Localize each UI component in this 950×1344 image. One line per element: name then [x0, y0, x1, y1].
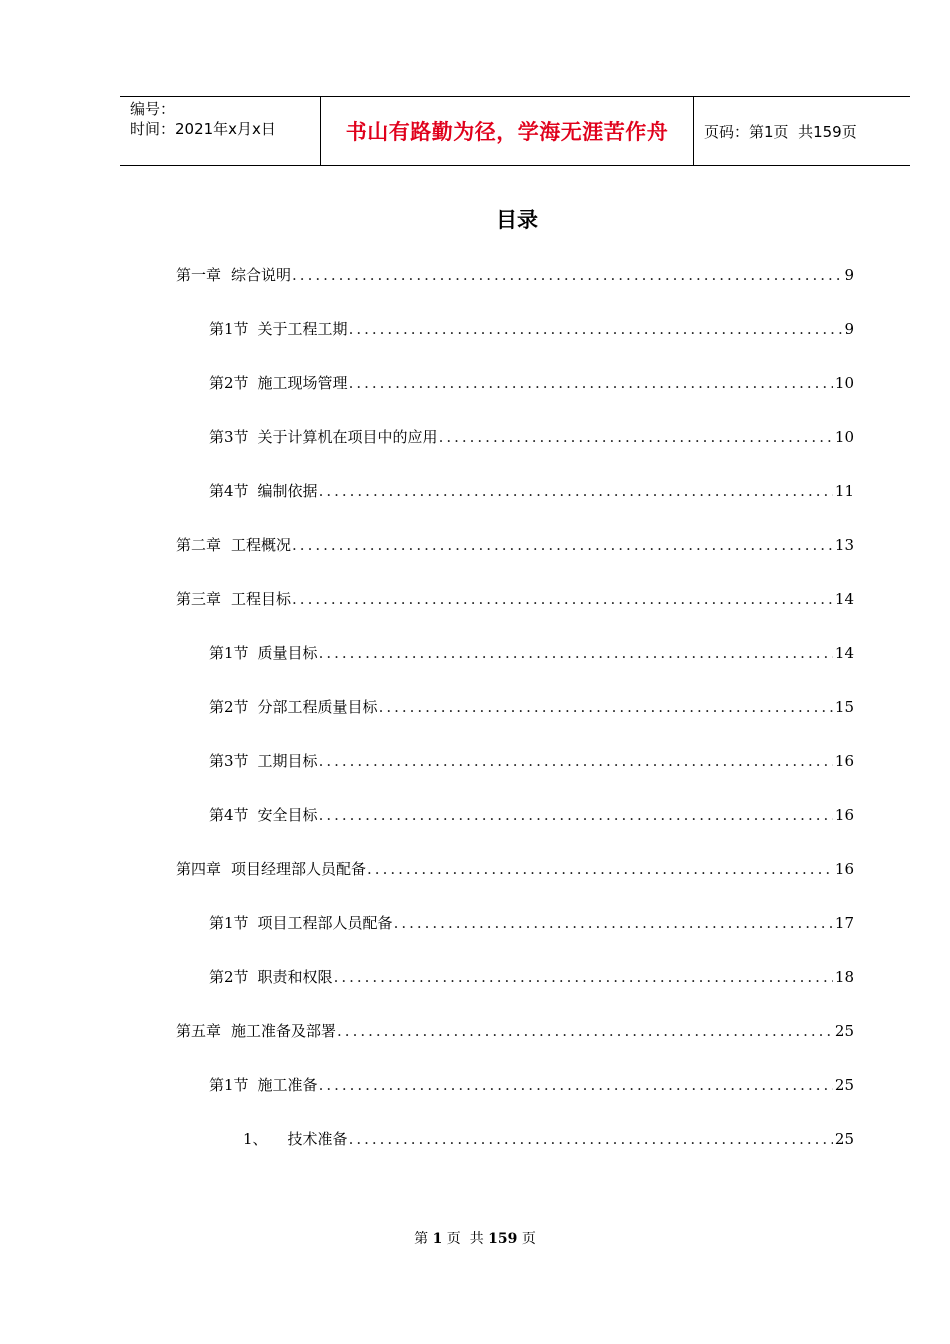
document-number-label: 编号： [130, 100, 176, 118]
toc-entry[interactable] [176, 262, 854, 288]
toc-entry-label: 工程目标 [231, 590, 292, 608]
toc-dot-leader [337, 1018, 833, 1044]
toc-entry-number: 第3节 [209, 428, 249, 446]
toc-entry-label: 综合说明 [231, 266, 292, 284]
toc-entry-label: 施工准备及部署 [231, 1022, 337, 1040]
toc-entry-number: 第四章 [176, 860, 222, 878]
toc-entry-page: 9 [844, 320, 854, 338]
toc-entry-page: 9 [844, 266, 854, 284]
toc-entry-number: 第五章 [176, 1022, 222, 1040]
toc-entry[interactable] [209, 478, 854, 504]
toc-entry-number: 第2节 [209, 968, 249, 986]
footer-suffix: 页 [517, 1231, 536, 1247]
toc-entry[interactable] [209, 964, 854, 990]
toc-entry-number: 第2节 [209, 698, 249, 716]
toc-entry-label: 质量目标 [257, 644, 318, 662]
toc-entry-page: 17 [834, 914, 854, 932]
toc-dot-leader [349, 316, 843, 342]
toc-entry-number: 第三章 [176, 590, 222, 608]
toc-entry-label: 施工准备 [257, 1076, 318, 1094]
toc-entry-page: 16 [834, 752, 854, 770]
toc-entry[interactable] [209, 370, 854, 396]
toc-entry[interactable] [243, 1126, 854, 1152]
toc-dot-leader [319, 748, 833, 774]
toc-entry-label: 技术准备 [287, 1130, 348, 1148]
toc-entry-number: 第1节 [209, 320, 249, 338]
toc-entry-label: 关于计算机在项目中的应用 [257, 428, 438, 446]
toc-dot-leader [439, 424, 833, 450]
toc-entry[interactable] [209, 910, 854, 936]
toc-entry-number: 第3节 [209, 752, 249, 770]
toc-entry[interactable] [209, 748, 854, 774]
toc-entry[interactable] [176, 532, 854, 558]
toc-entry-number: 第1节 [209, 644, 249, 662]
toc-entry-page: 14 [834, 590, 854, 608]
toc-dot-leader [394, 910, 833, 936]
toc-title: 目录 [496, 208, 538, 232]
toc-entry-number: 第2节 [209, 374, 249, 392]
page-footer [0, 1228, 950, 1248]
toc-entry-page: 25 [834, 1022, 854, 1040]
toc-dot-leader [334, 964, 833, 990]
toc-dot-leader [349, 1126, 833, 1152]
toc-entry-label: 职责和权限 [257, 968, 333, 986]
toc-entry-label: 分部工程质量目标 [257, 698, 378, 716]
toc-dot-leader [319, 802, 833, 828]
toc-entry-number: 第一章 [176, 266, 222, 284]
toc-entry-page: 18 [834, 968, 854, 986]
toc-entry-page: 13 [834, 536, 854, 554]
toc-entry-page: 10 [834, 428, 854, 446]
footer-total-pages: 159 [488, 1231, 518, 1247]
toc-entry-label: 编制依据 [257, 482, 318, 500]
toc-entry-label: 工程概况 [231, 536, 292, 554]
toc-entry-number: 1、 [243, 1130, 268, 1148]
toc-entry-page: 15 [834, 698, 854, 716]
toc-entry-label: 关于工程工期 [257, 320, 348, 338]
toc-dot-leader [319, 640, 833, 666]
footer-middle: 页 共 [442, 1231, 489, 1247]
toc-entry-label: 项目工程部人员配备 [257, 914, 393, 932]
toc-dot-leader [319, 478, 833, 504]
footer-prefix: 第 [414, 1231, 433, 1247]
toc-dot-leader [319, 1072, 833, 1098]
header-motto-cell [321, 97, 694, 165]
toc-entry-label: 工期目标 [257, 752, 318, 770]
toc-entry-label: 安全目标 [257, 806, 318, 824]
toc-entry-page: 14 [834, 644, 854, 662]
toc-entry[interactable] [209, 640, 854, 666]
toc-entry-page: 16 [834, 860, 854, 878]
header-meta-cell [120, 97, 321, 165]
toc-entry-number: 第二章 [176, 536, 222, 554]
toc-entry-number: 第1节 [209, 914, 249, 932]
toc-dot-leader [292, 532, 833, 558]
toc-entry-page: 16 [834, 806, 854, 824]
header-motto: 书山有路勤为径，学海无涯苦作舟 [345, 120, 669, 144]
toc-entry-page: 10 [834, 374, 854, 392]
toc-entry[interactable] [209, 802, 854, 828]
toc-entry-page: 11 [834, 482, 854, 500]
toc-entry-label: 施工现场管理 [257, 374, 348, 392]
toc-entry[interactable] [209, 316, 854, 342]
toc-dot-leader [292, 586, 833, 612]
toc-dot-leader [292, 262, 842, 288]
header-page-info: 页码：第1页 共159页 [704, 122, 857, 141]
toc-entry-number: 第4节 [209, 806, 249, 824]
toc-entry[interactable] [176, 586, 854, 612]
footer-current-page: 1 [432, 1231, 443, 1247]
toc-entry[interactable] [176, 1018, 854, 1044]
toc-entry[interactable] [209, 424, 854, 450]
toc-dot-leader [367, 856, 833, 882]
toc-entry-number: 第1节 [209, 1076, 249, 1094]
toc-entry-number: 第4节 [209, 482, 249, 500]
header-page-cell [694, 97, 910, 165]
document-header [120, 96, 910, 166]
toc-entry[interactable] [209, 1072, 854, 1098]
toc-entry[interactable] [176, 856, 854, 882]
toc-entry-page: 25 [834, 1130, 854, 1148]
toc-entry-label: 项目经理部人员配备 [231, 860, 367, 878]
document-date: 时间：2021年x月x日 [130, 120, 276, 138]
toc-dot-leader [349, 370, 833, 396]
toc-entry[interactable] [209, 694, 854, 720]
toc-dot-leader [379, 694, 833, 720]
toc-entry-page: 25 [834, 1076, 854, 1094]
